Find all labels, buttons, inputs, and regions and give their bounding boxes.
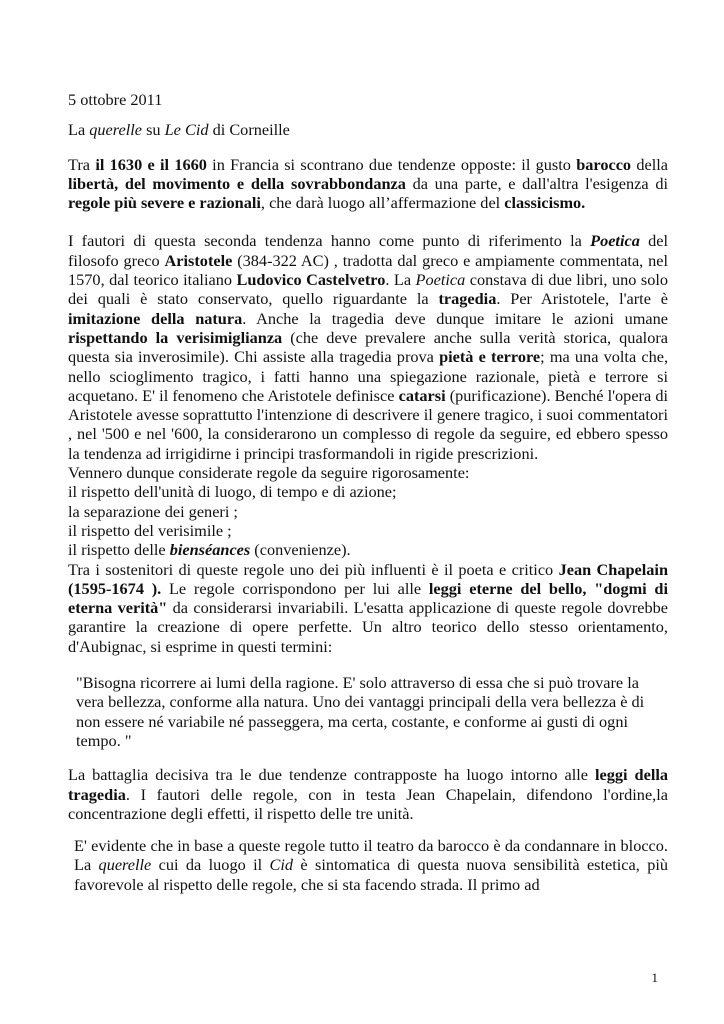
text-run: il rispetto dell'unità di luogo, di tempo e di azione; (68, 482, 397, 502)
text-run: (purificazione). Benché l'opera di Aristotele avesse soprattutto l'intenzione di descrivere il genere tragico, i suoi commentatori , nel '500 e nel '600, la considerarono un complesso di regole da seguire, ed ebbero spesso la tendenza ad irrigidirne i principi trasformandoli in rigide prescrizioni. (68, 385, 668, 463)
text-run: Cid (269, 855, 294, 875)
aubignac-quote: "Bisogna ricorrere ai lumi della ragione. E' solo attraverso di essa che si può trovare la vera bellezza, conforme alla natura. Uno dei vantaggi principali della vera bellezza è di non essere né variabile né passeggera, ma certa, costante, e conforme ai gusti di ogni tempo. " (76, 673, 645, 750)
text-run: . Anche la tragedia deve dunque imitare le azioni umane (242, 308, 668, 328)
text-run: Tra i sostenitori di queste regole uno dei più influenti è il poeta e critico (68, 559, 559, 579)
text-run: . Per Aristotele, l'arte è (496, 289, 669, 309)
battle-paragraph (68, 765, 668, 823)
rules-intro: Vennero dunque considerate regole da seguire rigorosamente: (68, 463, 470, 483)
document-title (68, 120, 668, 139)
title-suffix: di Corneille (208, 120, 290, 140)
text-run: il rispetto del verisimile ; (68, 520, 232, 540)
title-work: Le Cid (164, 120, 209, 140)
document-date: 5 ottobre 2011 (68, 90, 163, 109)
text-run: ; ma una volta che, nello scioglimento tragico, i fatti hanno una spiegazione razionale, pietà e terrore si acquetano. E' il fenomeno che Aristotele definisce (68, 347, 669, 405)
rule-item (68, 540, 668, 559)
text-run: Poetica (415, 270, 466, 290)
intro-paragraph (68, 155, 668, 213)
text-run: E' evidente che in base a queste regole tutto il teatro da barocco è da condannare in blocco. La (74, 836, 668, 875)
text-run: La battaglia decisiva tra le due tendenze contrapposte ha luogo intorno alle (68, 765, 595, 785)
text-run: Aristotele (164, 250, 233, 270)
text-run: regole più severe e razionali (68, 193, 261, 213)
text-run: Ludovico Castelvetro (236, 270, 386, 290)
text-run: cui da luogo il (151, 855, 270, 875)
title-mid: su (142, 120, 165, 140)
page-number: 1 (651, 970, 658, 985)
text-run: barocco (576, 154, 632, 174)
text-run: rispettando la verisimiglianza (68, 327, 283, 347)
text-run: Jean Chapelain (1595-1674 ). (68, 559, 668, 598)
text-run: I fautori di questa seconda tendenza hanno come punto di riferimento la (68, 231, 591, 251)
rule-item (68, 521, 668, 540)
text-run: . La (385, 270, 416, 290)
body-section (68, 231, 668, 656)
text-run: del filosofo greco (68, 231, 668, 270)
text-run: imitazione della natura (68, 308, 243, 328)
text-run: tragedia (438, 289, 497, 309)
rule-item (68, 502, 668, 521)
text-run: constava di due libri, uno solo dei quali è stato conservato, quello riguardante la (68, 270, 668, 309)
text-run: (384-322 AC) , tradotta dal greco e ampiamente commentata, nel 1570, dal teorico italiano (68, 250, 668, 290)
title-querelle: querelle (89, 120, 142, 140)
text-run: catarsi (398, 385, 446, 405)
text-run: . I fautori delle regole, con in testa Jean Chapelain, difendono l'ordine,la concentrazione degli effetti, il rispetto delle tre unità. (68, 784, 668, 823)
title-prefix: La (68, 120, 90, 140)
text-run: la separazione dei generi ; (68, 501, 238, 521)
text-run: (convenienze). (250, 540, 351, 560)
text-run: bienséances (169, 540, 251, 560)
text-run: leggi eterne del bello, "dogmi di eterna verità" (68, 578, 669, 618)
text-run: è sintomatica di questa nuova sensibilità estetica, più favorevole al rispetto delle regole, che si sta facendo strada. Il primo ad (74, 855, 668, 894)
text-run: Tra (68, 154, 96, 174)
text-run: della (631, 154, 668, 174)
text-run: leggi della tragedia (68, 765, 669, 804)
final-paragraph (68, 836, 668, 894)
text-run: (che deve prevalere anche sulla verità storica, qualora questa sia inverosimile). Chi assiste alla tragedia prova (68, 327, 668, 367)
text-run: classicismo. (504, 193, 586, 213)
text-run: Le regole corrispondono per lui alle (161, 578, 429, 598)
text-run: in Francia si scontrano due tendenze opposte: il gusto (206, 154, 577, 174)
text-run: , che darà luogo all’affermazione del (260, 193, 505, 213)
text-run: da una parte, e dall'altra l'esigenza di (405, 173, 669, 193)
aristotle-paragraph (68, 231, 668, 463)
chapelain-paragraph (68, 560, 668, 656)
text-run: libertà, del movimento e della sovrabbondanza (68, 173, 406, 193)
text-run: pietà e terrore (439, 347, 541, 367)
text-run: querelle (98, 855, 152, 875)
text-run: il 1630 e il 1660 (95, 154, 207, 174)
rule-item (68, 482, 668, 501)
text-run: il rispetto delle (68, 540, 170, 560)
text-run: Poetica (590, 231, 640, 251)
text-run: da considerarsi invariabili. L'esatta applicazione di queste regole dovrebbe garantire la creazione di opere perfette. Un altro teorico dello stesso orientamento, d'Aubignac, si esprime in questi termini: (68, 598, 668, 656)
